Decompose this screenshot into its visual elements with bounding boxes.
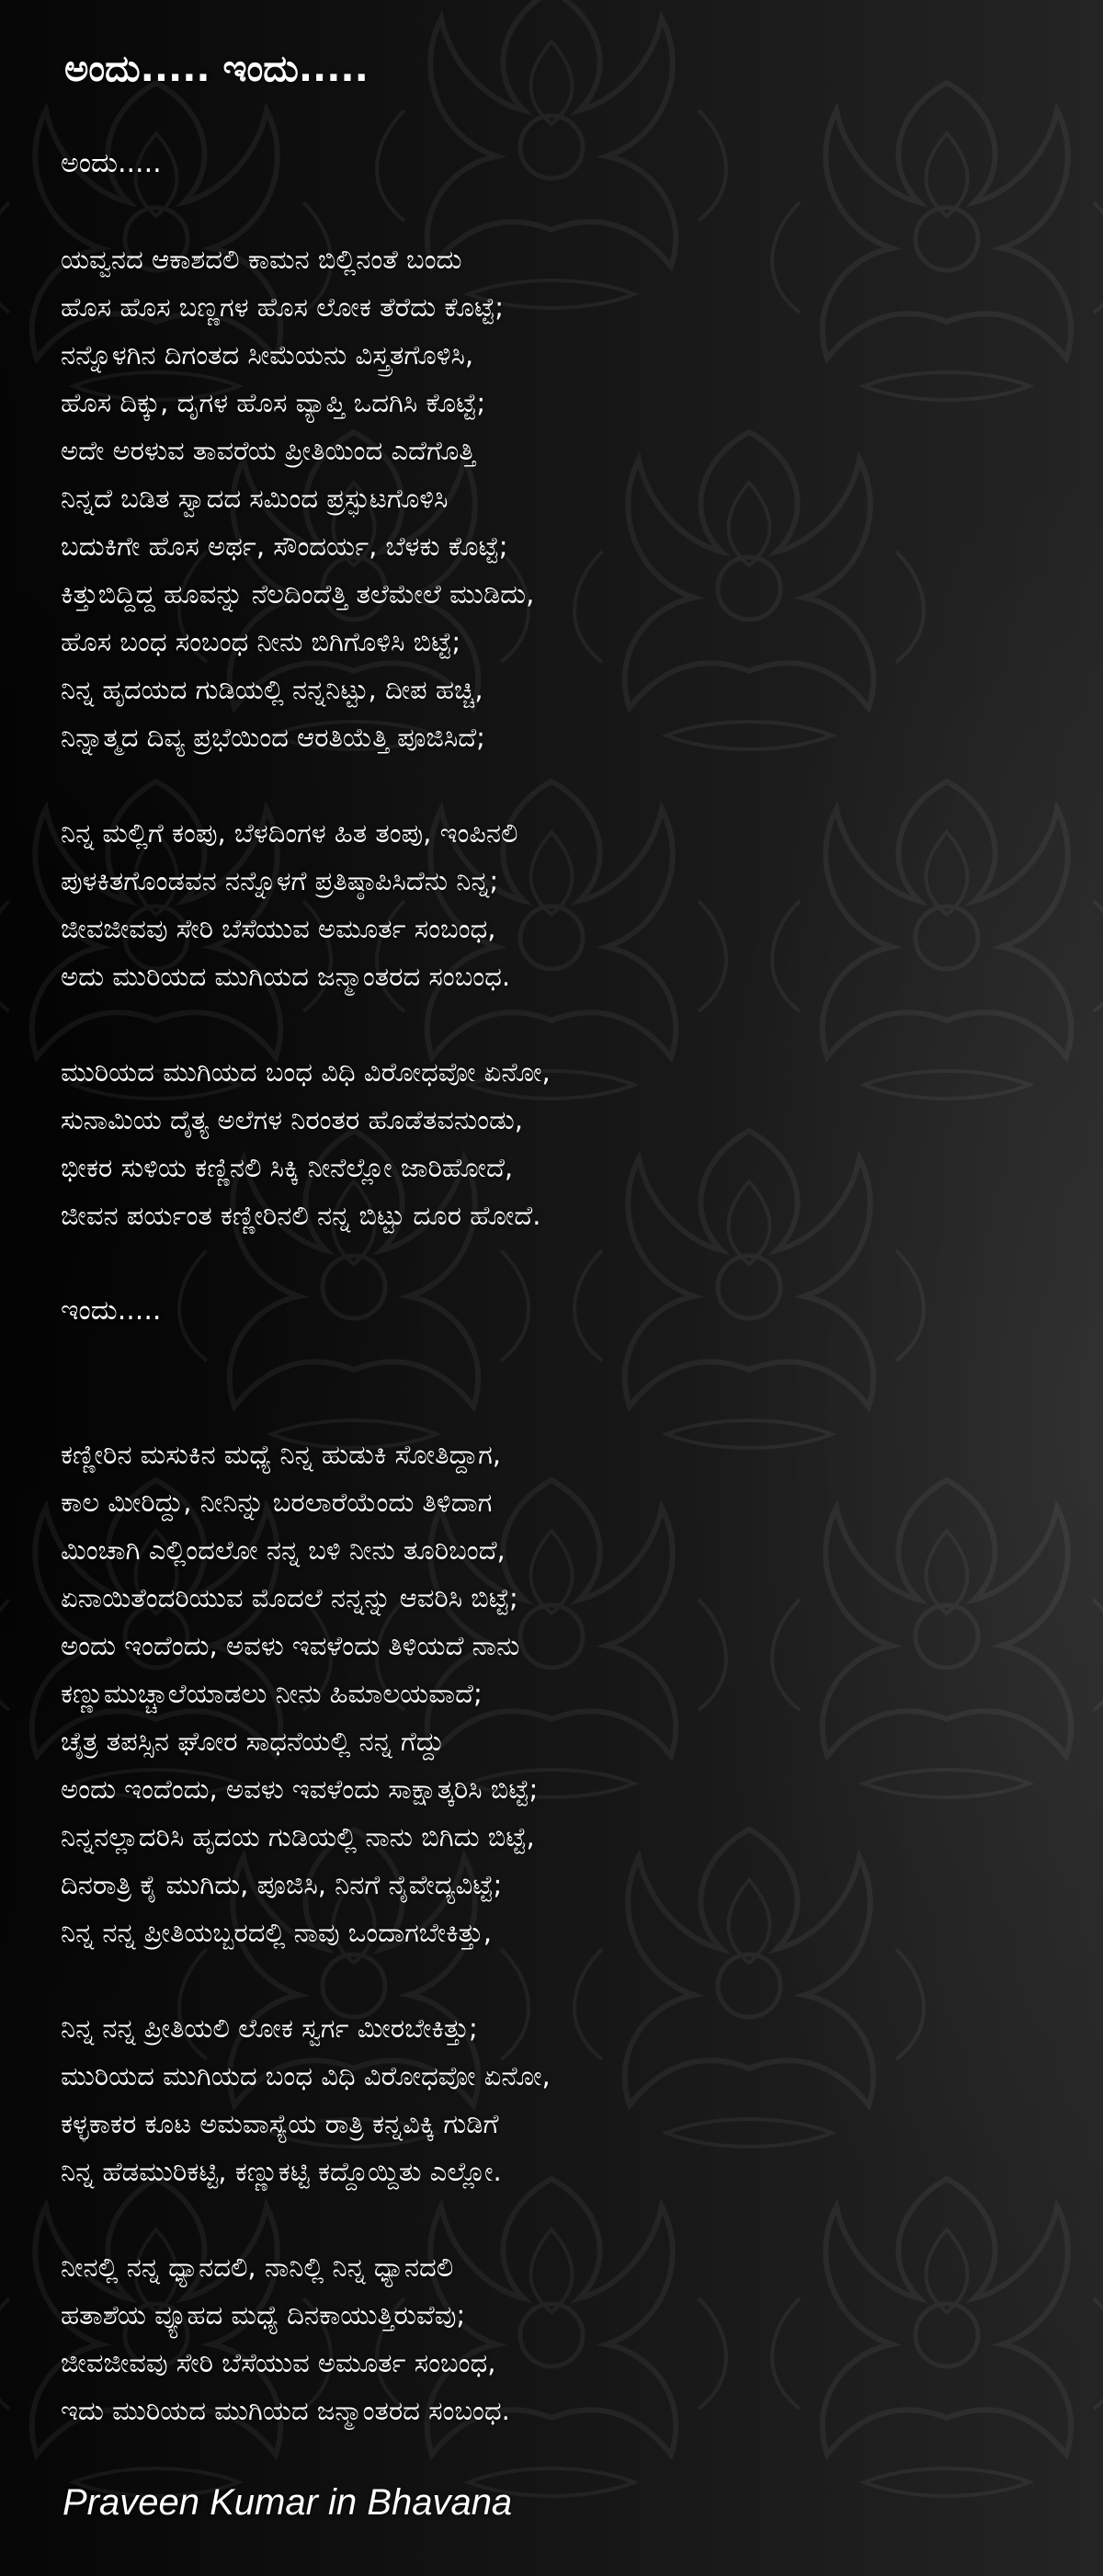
part-one-stanzas <box>61 235 888 1239</box>
poem-line: ಕಣ್ಣೀರಿನ ಮಸುಕಿನ ಮಧ್ಯೆ ನಿನ್ನ ಹುಡುಕಿ ಸೋತಿದ್ದಾಗ, <box>61 1439 501 1470</box>
poem-line: ನಿನ್ನದೆ ಬಡಿತ ಸ್ವಾದದ ಸಮಿಂದ ಪ್ರಸ್ಫುಟಗೊಳಿಸಿ <box>61 483 449 514</box>
poem-line: ಕಾಲ ಮೀರಿದ್ದು, ನೀನಿನ್ನು ಬರಲಾರೆಯೆಂದು ತಿಳಿದಾಗ <box>61 1487 493 1518</box>
stanza <box>61 1430 888 1956</box>
poem-line: ಅದು ಮುರಿಯದ ಮುಗಿಯದ ಜನ್ಮಾಂತರದ ಸಂಬಂಧ. <box>61 961 511 992</box>
poem-line: ಅಂದು ಇಂದೆಂದು, ಅವಳು ಇವಳೆಂದು ಸಾಕ್ಷಾತ್ಕರಿಸಿ ಬಿಟ್ಟೆ; <box>61 1773 539 1805</box>
poem-line: ಜೀವಜೀವವು ಸೇರಿ ಬೆಸೆಯುವ ಅಮೂರ್ತ ಸಂಬಂಧ, <box>61 913 496 944</box>
part-two-stanzas <box>61 1430 888 2434</box>
poem-line: ನಿನ್ನ ನನ್ನ ಪ್ರೀತಿಯಬ್ಬರದಲ್ಲಿ ನಾವು ಒಂದಾಗಬೇಕಿತ್ತು, <box>61 1917 492 1948</box>
poem-line: ಹತಾಶೆಯ ವ್ಯೂಹದ ಮಧ್ಯೆ ದಿನಕಾಯುತ್ತಿರುವೆವು; <box>61 2299 466 2331</box>
stanza <box>61 1048 888 1239</box>
poem-line: ನಿನ್ನ ಹೃದಯದ ಗುಡಿಯಲ್ಲಿ ನನ್ನನಿಟ್ಟು, ದೀಪ ಹಚ್ಚಿ, <box>61 674 483 705</box>
poem-body <box>61 140 888 2482</box>
poem-line: ಏನಾಯಿತೆಂದರಿಯುವ ಮೊದಲೆ ನನ್ನನ್ನು ಆವರಿಸಿ ಬಿಟ್ಟೆ; <box>61 1582 518 1613</box>
poem-line: ಅಂದು ಇಂದೆಂದು, ಅವಳು ಇವಳೆಂದು ತಿಳಿಯದೆ ನಾನು <box>61 1630 520 1661</box>
poem-line: ದಿನರಾತ್ರಿ ಕೈ ಮುಗಿದು, ಪೂಜಿಸಿ, ನಿನಗೆ ನೈವೇದ್ಯವಿಟ್ಟೆ; <box>61 1869 503 1900</box>
section-heading-now: ಇಂದು..... <box>61 1294 162 1327</box>
section-heading-then: ಅಂದು..... <box>61 147 162 179</box>
poem-line: ನಿನ್ನ ಮಲ್ಲಿಗೆ ಕಂಪು, ಬೆಳದಿಂಗಳ ಹಿತ ತಂಪು, ಇಂಪಿನಲಿ <box>61 817 518 849</box>
stanza <box>61 235 888 761</box>
poem-line: ನಿನ್ನ ನನ್ನ ಪ್ರೀತಿಯಲಿ ಲೋಕ ಸ್ವರ್ಗ ಮೀರಬೇಕಿತ್ತು; <box>61 2012 478 2044</box>
stanza <box>61 809 888 1000</box>
poem-line: ಇದು ಮುರಿಯದ ಮುಗಿಯದ ಜನ್ಮಾಂತರದ ಸಂಬಂಧ. <box>61 2395 510 2426</box>
stanza <box>61 2004 888 2195</box>
poem-line: ಸುನಾಮಿಯ ದೈತ್ಯ ಅಲೆಗಳ ನಿರಂತರ ಹೊಡೆತವನುಂಡು, <box>61 1104 523 1135</box>
poem-line: ಚೈತ್ರ ತಪಸ್ಸಿನ ಘೋರ ಸಾಧನೆಯಲ್ಲಿ ನನ್ನ ಗೆದ್ದು <box>61 1726 445 1757</box>
poem-line: ಜೀವಜೀವವು ಸೇರಿ ಬೆಸೆಯುವ ಅಮೂರ್ತ ಸಂಬಂಧ, <box>61 2347 496 2378</box>
poem-line: ನಿನ್ನನಲ್ಲಾದರಿಸಿ ಹೃದಯ ಗುಡಿಯಲ್ಲಿ ನಾನು ಬಿಗಿದು ಬಿಟ್ಟೆ, <box>61 1821 535 1852</box>
stanza <box>61 2243 888 2434</box>
poem-line: ಹೊಸ ಬಂಧ ಸಂಬಂಧ ನೀನು ಬಿಗಿಗೊಳಿಸಿ ಬಿಟ್ಟೆ; <box>61 626 461 657</box>
poem-line: ನಿನ್ನಾತ್ಮದ ದಿವ್ಯ ಪ್ರಭೆಯಿಂದ ಆರತಿಯೆತ್ತಿ ಪೂಜಿಸಿದೆ; <box>61 722 485 753</box>
poem-line: ಕಳ್ಳಕಾಕರ ಕೂಟ ಅಮವಾಸ್ಯೆಯ ರಾತ್ರಿ ಕನ್ನವಿಕ್ಕಿ ಗುಡಿಗೆ <box>61 2108 499 2139</box>
author-credit: Praveen Kumar in Bhavana <box>63 2482 513 2523</box>
poem-line: ಕಿತ್ತುಬಿದ್ದಿದ್ದ ಹೂವನ್ನು ನೆಲದಿಂದೆತ್ತಿ ತಲೆಮೇಲೆ ಮುಡಿದು, <box>61 578 535 610</box>
poem-line: ಮುರಿಯದ ಮುಗಿಯದ ಬಂಧ ವಿಧಿ ವಿರೋಧವೋ ಏನೋ, <box>61 2060 551 2092</box>
poem-line: ಭೀಕರ ಸುಳಿಯ ಕಣ್ಣಿನಲಿ ಸಿಕ್ಕಿ ನೀನೆಲ್ಲೋ ಜಾರಿಹೋದೆ, <box>61 1152 514 1183</box>
poem-line: ಪುಳಕಿತಗೊಂಡವನ ನನ್ನೊಳಗೆ ಪ್ರತಿಷ್ಠಾಪಿಸಿದೆನು ನಿನ್ನ; <box>61 865 499 896</box>
poem-line: ಹೊಸ ದಿಕ್ಕು, ದೃಗಳ ಹೊಸ ವ್ಯಾಪ್ತಿ ಒದಗಿಸಿ ಕೊಟ್ಟೆ; <box>61 387 486 418</box>
poem-line: ಮುರಿಯದ ಮುಗಿಯದ ಬಂಧ ವಿಧಿ ವಿರೋಧವೋ ಏನೋ, <box>61 1056 551 1088</box>
poem-line: ಜೀವನ ಪರ್ಯಂತ ಕಣ್ಣೀರಿನಲಿ ನನ್ನ ಬಿಟ್ಟು ದೂರ ಹೋದೆ. <box>61 1200 541 1231</box>
poem-line: ನಿನ್ನ ಹೆಡಮುರಿಕಟ್ಟಿ, ಕಣ್ಣುಕಟ್ಟಿ ಕದ್ದೊಯ್ದಿತು ಎಲ್ಲೋ. <box>61 2156 502 2187</box>
poem-line: ನನ್ನೊಳಗಿನ ದಿಗಂತದ ಸೀಮೆಯನು ವಿಸ್ತ್ರತಗೊಳಿಸಿ, <box>61 339 474 370</box>
poem-line: ಹೊಸ ಹೊಸ ಬಣ್ಣಗಳ ಹೊಸ ಲೋಕ ತೆರೆದು ಕೊಟ್ಟೆ; <box>61 291 505 323</box>
poem-line: ಬದುಕಿಗೇ ಹೊಸ ಅರ್ಥ, ಸೌಂದರ್ಯ, ಬೆಳಕು ಕೊಟ್ಟೆ; <box>61 530 508 562</box>
poem-title: ಅಂದು..... ಇಂದು..... <box>64 48 369 90</box>
poem-line: ನೀನಲ್ಲಿ ನನ್ನ ಧ್ಯಾನದಲಿ, ನಾನಿಲ್ಲಿ ನಿನ್ನ ಧ್ಯಾನದಲಿ <box>61 2251 454 2283</box>
poem-line: ಕಣ್ಣುಮುಚ್ಚಾಲೆಯಾಡಲು ನೀನು ಹಿಮಾಲಯವಾದೆ; <box>61 1678 483 1709</box>
poem-line: ಯವ್ವನದ ಆಕಾಶದಲಿ ಕಾಮನ ಬಿಲ್ಲಿನಂತೆ ಬಂದು <box>61 244 462 275</box>
poem-line: ಅದೇ ಅರಳುವ ತಾವರೆಯ ಪ್ರೀತಿಯಿಂದ ಎದೆಗೊತ್ತಿ <box>61 435 476 466</box>
poem-line: ಮಿಂಚಾಗಿ ಎಲ್ಲಿಂದಲೋ ನನ್ನ ಬಳಿ ನೀನು ತೂರಿಬಂದೆ, <box>61 1534 506 1566</box>
